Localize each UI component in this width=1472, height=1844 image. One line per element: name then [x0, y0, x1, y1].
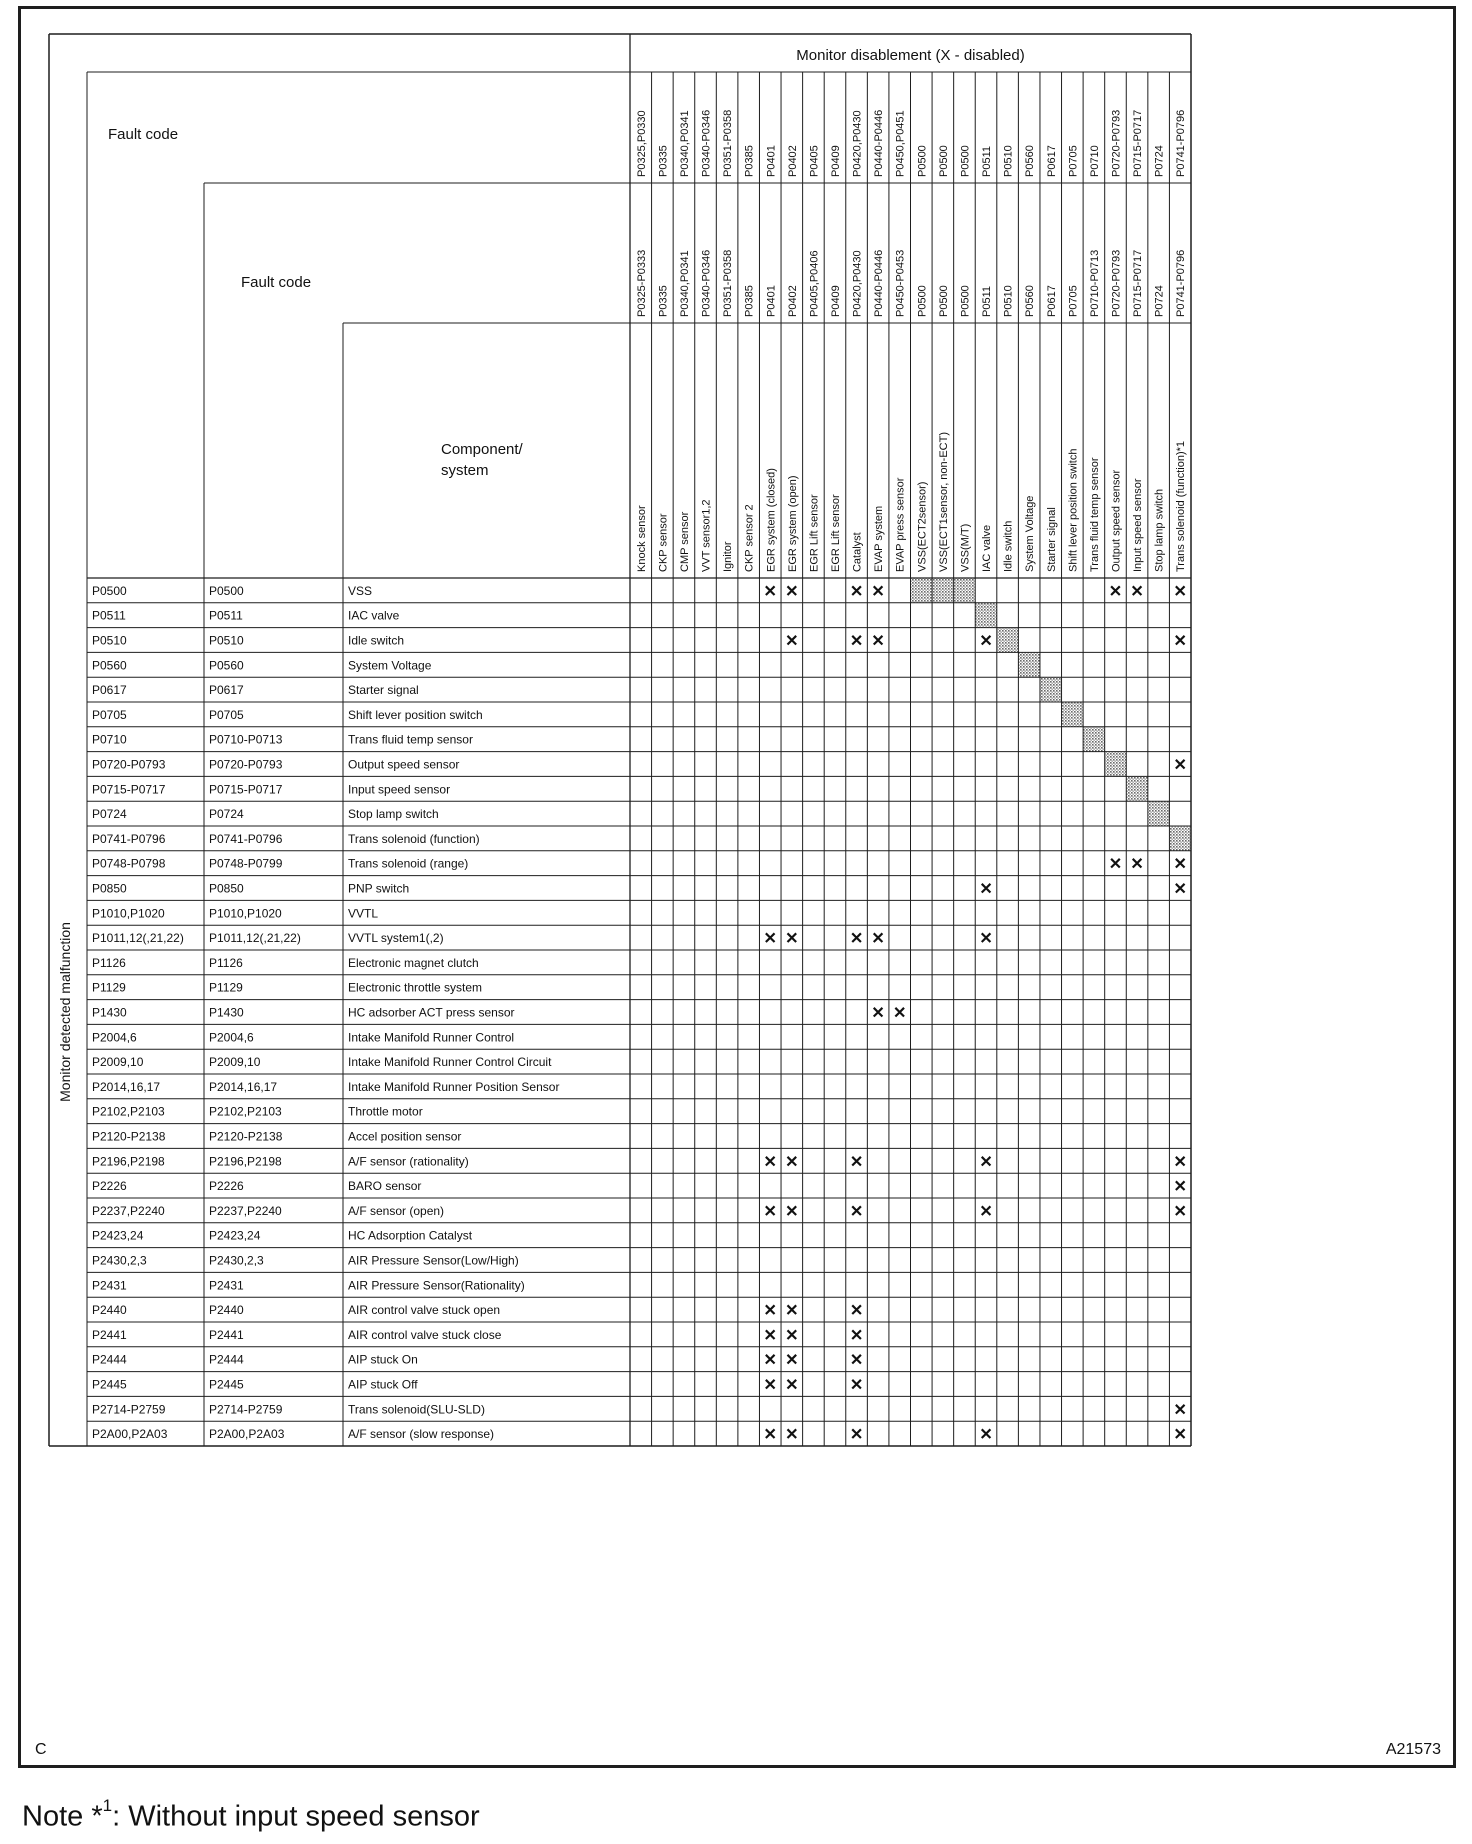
row-code1: P0560: [92, 658, 127, 673]
row-code2: P0741-P0796: [209, 831, 283, 846]
column-name: Shift lever position switch: [1067, 448, 1080, 572]
row-code2: P0500: [209, 583, 244, 598]
row-code1: P0720-P0793: [92, 757, 166, 772]
column-code1: P0500: [937, 145, 950, 177]
row-code1: P0705: [92, 707, 127, 722]
shaded-self-cell: [932, 578, 954, 603]
row-code2: P2445: [209, 1377, 244, 1392]
column-code2: P0405,P0406: [808, 250, 821, 317]
disabled-mark: ✕: [849, 930, 864, 948]
column-code1: P0351-P0358: [722, 109, 735, 177]
disabled-mark: ✕: [871, 583, 885, 601]
row-code1: P2237,P2240: [92, 1203, 165, 1218]
row-component: HC Adsorption Catalyst: [348, 1228, 473, 1243]
row-code2: P2237,P2240: [209, 1203, 282, 1218]
column-code1: P0409: [829, 145, 842, 177]
row-code2: P0705: [209, 707, 244, 722]
column-name: EGR system (open): [786, 475, 799, 572]
column-name: Stop lamp switch: [1153, 488, 1166, 572]
row-code1: P2196,P2198: [92, 1154, 165, 1169]
disabled-mark: ✕: [785, 1377, 799, 1394]
column-code2: P0511: [981, 286, 994, 317]
row-component: Trans fluid temp sensor: [348, 732, 473, 747]
column-code1: P0720-P0793: [1110, 109, 1123, 177]
row-component: Output speed sensor: [348, 757, 460, 772]
column-code1: P0741-P0796: [1175, 109, 1188, 177]
row-code2: P0850: [209, 881, 244, 896]
footnote: [22, 1796, 480, 1834]
row-code2: P1011,12(,21,22): [209, 931, 301, 946]
row-component: A/F sensor (open): [348, 1203, 445, 1218]
disabled-mark: ✕: [1173, 1401, 1187, 1419]
row-code2: P2444: [209, 1352, 244, 1367]
monitor-disablement-table: [21, 9, 1453, 1765]
column-code1: P0705: [1067, 145, 1080, 177]
column-name: Catalyst: [851, 532, 864, 572]
row-code1: P2120-P2138: [92, 1129, 166, 1144]
column-name: Trans fluid temp sensor: [1088, 457, 1101, 572]
disabled-mark: ✕: [979, 1426, 993, 1444]
column-code2: P0450-P0453: [894, 249, 907, 317]
row-code2: P2430,2,3: [209, 1253, 264, 1268]
side-label: Monitor detected malfunction: [57, 922, 73, 1102]
column-code2: P0500: [916, 285, 929, 317]
disabled-mark: ✕: [763, 1302, 777, 1320]
row-component: Trans solenoid (function): [348, 831, 480, 846]
row-component: AIP stuck Off: [348, 1377, 418, 1392]
row-code2: P0724: [209, 807, 244, 822]
disabled-mark: ✕: [1173, 856, 1187, 874]
row-code1: P2004,6: [92, 1030, 137, 1045]
row-component: A/F sensor (slow response): [348, 1427, 495, 1442]
column-code2: P0420,P0430: [851, 250, 864, 317]
disabled-mark: ✕: [849, 633, 864, 650]
disabled-mark: ✕: [1173, 881, 1187, 898]
row-component: BARO sensor: [348, 1179, 422, 1194]
row-code2: P1126: [209, 955, 243, 970]
row-code2: P2120-P2138: [209, 1129, 283, 1144]
shaded-self-cell: [1148, 801, 1170, 826]
row-code1: P0500: [92, 583, 127, 598]
column-name: IAC valve: [981, 524, 994, 572]
column-code1: P0710: [1088, 145, 1101, 177]
row-code1: P2226: [92, 1179, 127, 1194]
column-code1: P0402: [786, 145, 799, 177]
row-component: AIR Pressure Sensor(Rationality): [348, 1278, 525, 1293]
disabled-mark: ✕: [871, 633, 885, 650]
column-name: EGR Lift sensor: [829, 494, 842, 572]
row-component: Trans solenoid (range): [348, 856, 469, 871]
column-code2: P0500: [959, 285, 972, 317]
row-code1: P2440: [92, 1303, 127, 1318]
column-code1: P0440-P0446: [873, 109, 886, 177]
disabled-mark: ✕: [979, 1203, 993, 1221]
row-code1: P0748-P0798: [92, 856, 166, 871]
column-code1: P0405: [808, 145, 821, 177]
disabled-mark: ✕: [763, 1352, 777, 1370]
column-name: Idle switch: [1002, 520, 1015, 572]
column-name: Starter signal: [1045, 507, 1058, 572]
column-code1: P0420,P0430: [851, 110, 864, 177]
column-name: Ignitor: [722, 541, 735, 572]
row-code2: P2440: [209, 1303, 244, 1318]
disabled-mark: ✕: [849, 1203, 864, 1221]
row-code1: P2102,P2103: [92, 1104, 165, 1119]
disabled-mark: ✕: [763, 930, 777, 948]
row-code1: P0510: [92, 633, 127, 648]
column-code1: P0340-P0346: [700, 109, 713, 177]
column-code2: P0340,P0341: [678, 250, 691, 317]
shaded-self-cell: [1018, 652, 1040, 677]
row-component: Electronic throttle system: [348, 980, 483, 995]
row-code2: P2009,10: [209, 1055, 261, 1070]
disabled-mark: ✕: [849, 1327, 864, 1345]
column-name: System Voltage: [1024, 495, 1037, 572]
column-name: CMP sensor: [678, 511, 691, 572]
column-code2: P0401: [765, 285, 778, 317]
row-component: Accel position sensor: [348, 1129, 462, 1144]
column-name: VVT sensor1,2: [700, 499, 713, 572]
column-code1: P0560: [1024, 145, 1037, 177]
column-code2: P0440-P0446: [873, 249, 886, 317]
footnote-prefix: Note *: [22, 1800, 103, 1833]
row-component: Shift lever position switch: [348, 707, 483, 722]
row-code1: P1129: [92, 980, 126, 995]
row-code1: P1430: [92, 1005, 127, 1020]
column-code2: P0617: [1045, 285, 1058, 317]
row-code2: P2441: [209, 1327, 244, 1342]
row-component: Input speed sensor: [348, 782, 451, 797]
row-component: System Voltage: [348, 658, 432, 673]
corner-label-left: C: [35, 1741, 47, 1758]
column-name: VSS(ECT1sensor, non-ECT): [937, 432, 950, 572]
disabled-mark: ✕: [1173, 757, 1187, 774]
disabled-mark: ✕: [849, 1153, 864, 1171]
column-code2: P0335: [657, 285, 670, 317]
column-code1: P0724: [1153, 145, 1166, 177]
row-component: VVTL system1(,2): [348, 931, 444, 946]
column-code1: P0401: [765, 145, 778, 177]
row-code2: P2714-P2759: [209, 1402, 283, 1417]
disabled-mark: ✕: [763, 1327, 777, 1345]
column-code2: P0500: [937, 285, 950, 317]
row-component: Intake Manifold Runner Control: [348, 1030, 515, 1045]
row-component: VVTL: [348, 906, 379, 921]
row-code1: P2444: [92, 1352, 127, 1367]
row-code1: P2714-P2759: [92, 1402, 166, 1417]
row-component: Stop lamp switch: [348, 807, 439, 822]
column-code2: P0741-P0796: [1175, 249, 1188, 317]
row-code2: P1129: [209, 980, 243, 995]
shaded-self-cell: [1083, 727, 1105, 752]
disabled-mark: ✕: [785, 1302, 799, 1320]
column-code1: P0511: [981, 146, 994, 177]
column-code2: P0705: [1067, 285, 1080, 317]
shaded-self-cell: [1040, 677, 1062, 702]
disabled-mark: ✕: [893, 1005, 907, 1022]
disabled-mark: ✕: [1173, 583, 1187, 601]
disabled-mark: ✕: [849, 1302, 864, 1320]
column-code2: P0710-P0713: [1088, 249, 1101, 317]
column-code1: P0385: [743, 145, 756, 177]
column-name: Output speed sensor: [1110, 469, 1123, 572]
row-code1: P1011,12(,21,22): [92, 931, 184, 946]
shaded-self-cell: [1169, 826, 1191, 851]
disabled-mark: ✕: [785, 1352, 799, 1370]
column-code2: P0325-P0333: [635, 249, 648, 317]
row-component: AIR Pressure Sensor(Low/High): [348, 1253, 519, 1268]
shaded-self-cell: [954, 578, 976, 603]
column-name: Knock sensor: [635, 505, 648, 572]
column-code1: P0617: [1045, 145, 1058, 177]
column-code2: P0715-P0717: [1132, 249, 1145, 317]
disabled-mark: ✕: [1173, 1178, 1187, 1196]
column-code1: P0340,P0341: [678, 110, 691, 177]
column-code2: P0351-P0358: [722, 249, 735, 317]
disabled-mark: ✕: [785, 1153, 799, 1171]
disabled-mark: ✕: [1173, 1426, 1187, 1444]
row-component: Idle switch: [348, 633, 405, 648]
row-code1: P2441: [92, 1327, 127, 1342]
row-code2: P0748-P0799: [209, 856, 283, 871]
column-code2: P0385: [743, 285, 756, 317]
column-code1: P0715-P0717: [1132, 109, 1145, 177]
column-code1: P0510: [1002, 145, 1015, 177]
disabled-mark: ✕: [849, 1377, 864, 1394]
row-code2: P0720-P0793: [209, 757, 283, 772]
row-code1: P2431: [92, 1278, 127, 1293]
row-component: Intake Manifold Runner Position Sensor: [348, 1079, 560, 1094]
row-code1: P0715-P0717: [92, 782, 166, 797]
disabled-mark: ✕: [1173, 633, 1187, 650]
disabled-mark: ✕: [849, 1352, 864, 1370]
row-code1: P2445: [92, 1377, 127, 1392]
row-code2: P2196,P2198: [209, 1154, 282, 1169]
disabled-mark: ✕: [785, 633, 799, 650]
row-component: VSS: [348, 583, 373, 598]
row-component: IAC valve: [348, 608, 400, 623]
column-code1: P0500: [916, 145, 929, 177]
column-name: CKP sensor 2: [743, 504, 756, 572]
row-component: AIR control valve stuck open: [348, 1303, 501, 1318]
row-code2: P0560: [209, 658, 244, 673]
disabled-mark: ✕: [871, 1005, 885, 1022]
row-code1: P2430,2,3: [92, 1253, 147, 1268]
row-component: AIP stuck On: [348, 1352, 418, 1367]
row-component: PNP switch: [348, 881, 410, 896]
row-code2: P2226: [209, 1179, 244, 1194]
disabled-mark: ✕: [763, 1203, 777, 1221]
row-code1: P0850: [92, 881, 127, 896]
column-code2: P0720-P0793: [1110, 249, 1123, 317]
row-code1: P1010,P1020: [92, 906, 165, 921]
row-component: HC adsorber ACT press sensor: [348, 1005, 515, 1020]
row-code1: P0511: [92, 608, 126, 623]
monitor-title: Monitor disablement (X - disabled): [796, 47, 1025, 64]
shaded-self-cell: [911, 578, 933, 603]
column-code1: P0325,P0330: [635, 110, 648, 177]
component-header-line1: Component/: [441, 441, 523, 458]
shaded-self-cell: [1062, 702, 1084, 727]
column-name: EGR Lift sensor: [808, 494, 821, 572]
disabled-mark: ✕: [871, 930, 885, 948]
shaded-self-cell: [1105, 752, 1127, 777]
row-code2: P0715-P0717: [209, 782, 283, 797]
disabled-mark: ✕: [979, 930, 993, 948]
disabled-mark: ✕: [979, 881, 993, 898]
figure-id-label: A21573: [1385, 1741, 1441, 1758]
disabled-mark: ✕: [1130, 583, 1144, 601]
row-code2: P1010,P1020: [209, 906, 282, 921]
diagnostic-table-frame: [18, 6, 1456, 1768]
disabled-mark: ✕: [1173, 1203, 1187, 1221]
column-name: CKP sensor: [657, 513, 670, 572]
fault-code-header-2: Fault code: [241, 274, 312, 291]
row-code2: P0617: [209, 683, 244, 698]
column-code2: P0560: [1024, 285, 1037, 317]
column-name: Trans solenoid (function)*1: [1175, 440, 1188, 572]
shaded-self-cell: [975, 603, 997, 628]
fault-code-header-1: Fault code: [108, 126, 179, 143]
disabled-mark: ✕: [1108, 856, 1123, 874]
row-code2: P1430: [209, 1005, 244, 1020]
row-component: Starter signal: [348, 683, 419, 698]
column-name: EVAP press sensor: [894, 477, 907, 572]
disabled-mark: ✕: [763, 1153, 777, 1171]
column-name: Input speed sensor: [1132, 478, 1145, 572]
disabled-mark: ✕: [763, 583, 777, 601]
row-code2: P2014,16,17: [209, 1079, 278, 1094]
row-code2: P0510: [209, 633, 244, 648]
row-component: Electronic magnet clutch: [348, 955, 479, 970]
row-code1: P2014,16,17: [92, 1079, 161, 1094]
shaded-self-cell: [1126, 776, 1148, 801]
disabled-mark: ✕: [849, 583, 864, 601]
disabled-mark: ✕: [785, 930, 799, 948]
column-code1: P0450,P0451: [894, 110, 907, 177]
component-header-line2: system: [441, 462, 489, 479]
disabled-mark: ✕: [763, 1426, 777, 1444]
column-name: VSS(M/T): [959, 523, 972, 572]
column-code2: P0340-P0346: [700, 249, 713, 317]
column-code1: P0500: [959, 145, 972, 177]
disabled-mark: ✕: [785, 1327, 799, 1345]
row-component: Trans solenoid(SLU-SLD): [348, 1402, 485, 1417]
row-code1: P0724: [92, 807, 127, 822]
disabled-mark: ✕: [785, 583, 799, 601]
disabled-mark: ✕: [785, 1426, 799, 1444]
footnote-superscript: 1: [102, 1796, 113, 1815]
disabled-mark: ✕: [785, 1203, 799, 1221]
row-code1: P2423,24: [92, 1228, 144, 1243]
row-code1: P0617: [92, 683, 127, 698]
row-code2: P0710-P0713: [209, 732, 283, 747]
row-code1: P1126: [92, 955, 126, 970]
disabled-mark: ✕: [849, 1426, 864, 1444]
column-code1: P0335: [657, 145, 670, 177]
column-name: EGR system (closed): [765, 468, 778, 572]
row-component: AIR control valve stuck close: [348, 1327, 502, 1342]
row-code2: P0511: [209, 608, 243, 623]
column-name: VSS(ECT2sensor): [916, 481, 929, 572]
row-code2: P2431: [209, 1278, 244, 1293]
column-code2: P0724: [1153, 285, 1166, 317]
row-code1: P2A00,P2A03: [92, 1427, 168, 1442]
row-component: Throttle motor: [348, 1104, 423, 1119]
row-code2: P2423,24: [209, 1228, 261, 1243]
row-component: Intake Manifold Runner Control Circuit: [348, 1055, 552, 1070]
disabled-mark: ✕: [1108, 583, 1123, 601]
row-code1: P0710: [92, 732, 127, 747]
column-code2: P0510: [1002, 285, 1015, 317]
row-code1: P0741-P0796: [92, 831, 166, 846]
row-code2: P2A00,P2A03: [209, 1427, 285, 1442]
footnote-text: : Without input speed sensor: [112, 1800, 480, 1833]
row-code2: P2004,6: [209, 1030, 254, 1045]
disabled-mark: ✕: [1173, 1153, 1187, 1171]
shaded-self-cell: [997, 628, 1019, 653]
disabled-mark: ✕: [763, 1377, 777, 1394]
disabled-mark: ✕: [979, 1153, 993, 1171]
column-code2: P0409: [829, 285, 842, 317]
column-name: EVAP system: [873, 505, 886, 572]
row-code2: P2102,P2103: [209, 1104, 282, 1119]
disabled-mark: ✕: [1130, 856, 1144, 874]
row-component: A/F sensor (rationality): [348, 1154, 469, 1169]
column-code2: P0402: [786, 285, 799, 317]
disabled-mark: ✕: [979, 633, 993, 650]
row-code1: P2009,10: [92, 1055, 144, 1070]
